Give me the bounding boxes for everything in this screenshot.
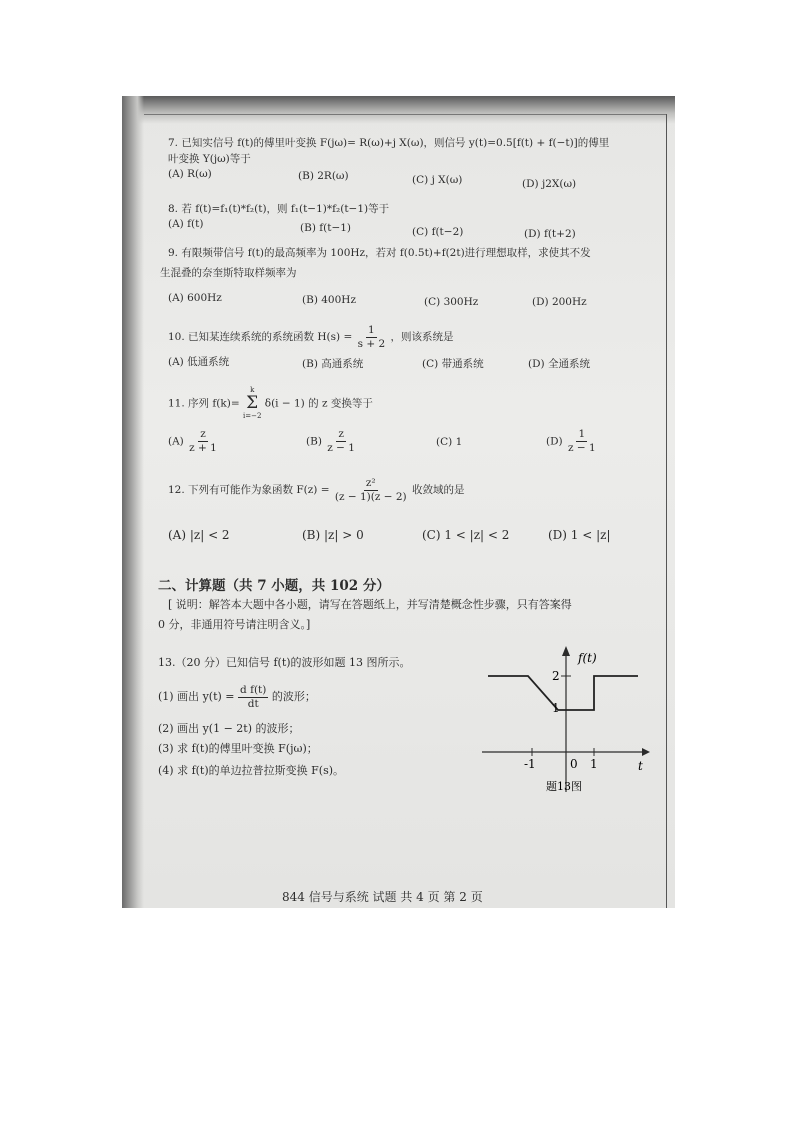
q12-den: (z − 1)(z − 2) <box>334 490 407 503</box>
q13-line4: (4) 求 f(t)的单边拉普拉斯变换 F(s)。 <box>158 764 345 777</box>
q8-option-d: (D) f(t+2) <box>524 228 576 240</box>
exam-page-photo <box>122 96 675 908</box>
section2-note-line2: 0 分，非通用符号请注明含义。] <box>158 618 311 631</box>
q11-option-a <box>168 428 219 455</box>
q11-b-den: z − 1 <box>327 442 355 454</box>
q13-line2: (2) 画出 y(1 − 2t) 的波形； <box>158 722 300 735</box>
q12-option-c: (C) 1 < |z| < 2 <box>422 528 510 542</box>
q13-derivative-den: dt <box>247 697 259 710</box>
q12-option-b: (B) |z| > 0 <box>302 528 364 542</box>
q7-option-c: (C) j X(ω) <box>412 174 463 186</box>
q13-derivative-num: d f(t) <box>240 683 267 696</box>
q7-option-d: (D) j2X(ω) <box>522 178 577 190</box>
figure-label-1: 1 <box>552 701 560 715</box>
section2-title: 二、计算题（共 7 小题，共 102 分） <box>158 578 390 594</box>
q10-den: s + 2 <box>357 337 386 350</box>
q7-option-b: (B) 2R(ω) <box>298 170 349 182</box>
q9-line1: 9. 有限频带信号 f(t)的最高频率为 100Hz，若对 f(0.5t)+f(2t)进行理想取样，求使其不发 <box>168 247 591 259</box>
q9-option-b: (B) 400Hz <box>302 294 356 306</box>
q12-suffix: 收敛域的是 <box>411 484 465 496</box>
q12-option-a: (A) |z| < 2 <box>168 528 230 542</box>
q7-option-a: (A) R(ω) <box>168 168 212 180</box>
q10-prefix: 10. 已知某连续系统的系统函数 H(s) = <box>168 331 353 343</box>
q11-a-den: z + 1 <box>189 442 217 454</box>
section2-note-line1: [ 说明：解答本大题中各小题，请写在答题纸上，并写清楚概念性步骤，只有答案得 <box>168 598 572 611</box>
figure-label-2: 2 <box>552 669 560 683</box>
figure-label-xm1: -1 <box>524 757 536 771</box>
photo-shadow-top <box>122 96 675 124</box>
q11-d-num: 1 <box>578 428 586 440</box>
q11-b-num: z <box>338 428 344 440</box>
q11-option-a-label: (A) <box>168 435 184 448</box>
q11-sum <box>243 386 261 421</box>
q10-fraction <box>356 324 388 351</box>
q9-option-c: (C) 300Hz <box>424 296 479 308</box>
q8-line1: 8. 若 f(t)=f₁(t)*f₂(t)，则 f₁(t−1)*f₂(t−1)等于 <box>168 203 390 215</box>
q11-line1 <box>168 386 373 421</box>
q7-line1: 7. 已知实信号 f(t)的傅里叶变换 F(jω)= R(ω)+j X(ω)，则信号 y(t)=0.5[f(t) + f(−t)]的傅里 <box>168 137 610 149</box>
q13-line3: (3) 求 f(t)的傅里叶变换 F(jω)； <box>158 742 318 755</box>
q12-option-d: (D) 1 < |z| <box>548 528 611 542</box>
figure-t-arrow <box>642 748 650 756</box>
q11-sum-top: k <box>250 386 255 394</box>
q13-derivative <box>238 684 268 711</box>
q11-option-d-label: (D) <box>546 435 563 448</box>
figure-label-x1: 1 <box>590 757 598 771</box>
q13-line0: 13.（20 分）已知信号 f(t)的波形如题 13 图所示。 <box>158 656 411 669</box>
q10-option-a: (A) 低通系统 <box>168 356 230 368</box>
page-footer: 844 信号与系统 试题 共 4 页 第 2 页 <box>282 890 483 904</box>
q10-option-d: (D) 全通系统 <box>528 358 590 370</box>
q7-line2: 叶变换 Y(jω)等于 <box>168 153 251 165</box>
q10-suffix: ，则该系统是 <box>390 331 454 343</box>
figure-ylabel: f(t) <box>578 651 597 665</box>
q10-option-b: (B) 高通系统 <box>302 358 364 370</box>
page-frame-top <box>144 114 666 115</box>
q11-option-b <box>306 428 357 455</box>
q11-option-d <box>546 428 598 455</box>
q11-d-den: z − 1 <box>567 442 596 454</box>
figure-f-arrow <box>562 646 570 656</box>
q10-option-c: (C) 带通系统 <box>422 358 484 370</box>
figure-13 <box>482 644 652 794</box>
q10-num: 1 <box>368 323 375 336</box>
figure-signal-waveform <box>488 676 638 710</box>
q11-a-num: z <box>200 428 206 440</box>
q11-sigma: Σ <box>246 393 259 413</box>
q12-prefix: 12. 下列有可能作为象函数 F(z) = <box>168 484 330 496</box>
figure-caption: 题13图 <box>546 780 582 793</box>
q11-option-a-frac <box>187 428 219 455</box>
q9-line2: 生混叠的奈奎斯特取样频率为 <box>160 267 297 279</box>
q11-sum-bottom: i=−2 <box>242 412 262 420</box>
q13-line1 <box>158 682 316 712</box>
q13-line1-suffix: 的波形； <box>271 690 316 703</box>
q10-line1 <box>168 322 453 352</box>
photo-shadow-left <box>122 96 144 908</box>
q8-option-b: (B) f(t−1) <box>300 222 352 234</box>
page-frame-right <box>666 114 667 908</box>
q12-num: z² <box>365 476 376 489</box>
q13-line1-prefix: (1) 画出 y(t) = <box>158 690 235 703</box>
q11-option-b-frac <box>325 428 357 455</box>
q11-option-d-frac <box>566 428 598 455</box>
figure-xlabel: t <box>638 759 643 773</box>
q9-option-a: (A) 600Hz <box>168 292 222 304</box>
q8-option-c: (C) f(t−2) <box>412 226 464 238</box>
q11-option-c: (C) 1 <box>436 436 463 448</box>
q11-option-b-label: (B) <box>306 435 322 448</box>
figure-label-x0: 0 <box>570 757 578 771</box>
q9-option-d: (D) 200Hz <box>532 296 587 308</box>
q8-option-a: (A) f(t) <box>168 218 204 230</box>
q12-fraction <box>333 477 409 504</box>
q11-body: δ(i − 1) 的 z 变换等于 <box>264 397 373 410</box>
q12-line1 <box>168 474 464 506</box>
q11-prefix: 11. 序列 f(k)= <box>168 397 240 410</box>
